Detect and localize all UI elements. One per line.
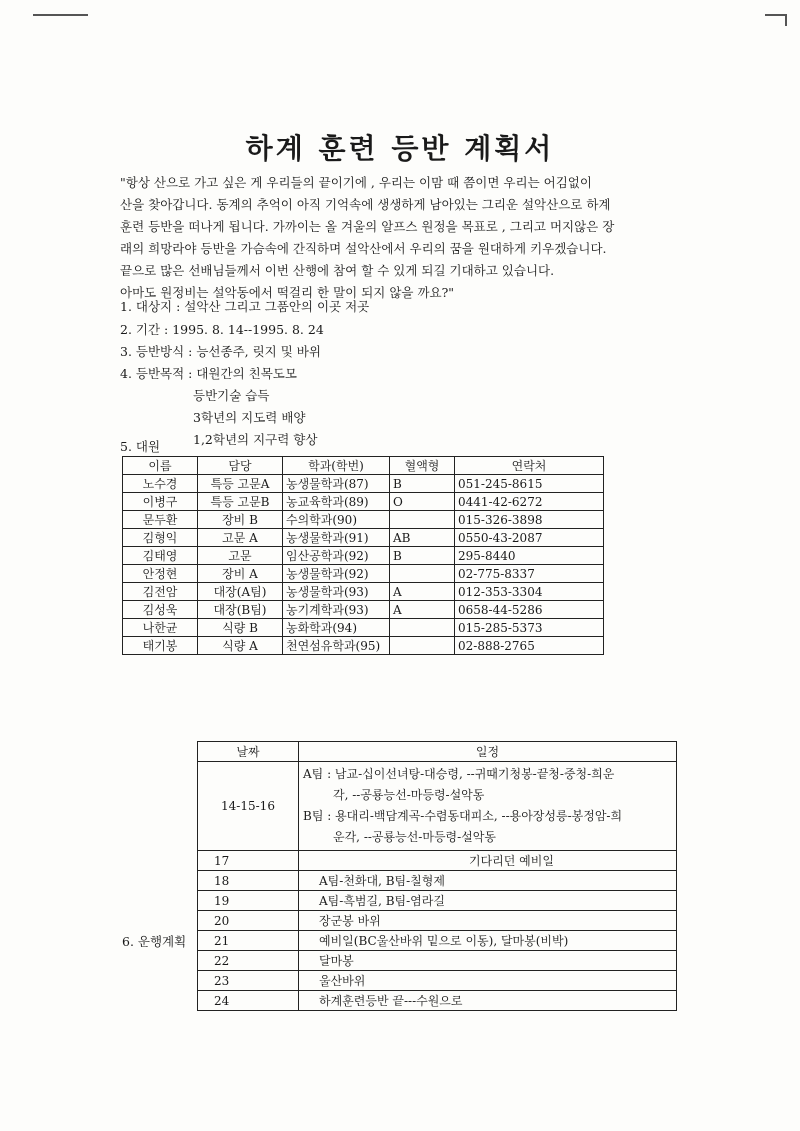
table-header-row (198, 742, 677, 762)
table-cell: 안정현 (123, 565, 198, 583)
page-corner-mark-right (765, 14, 787, 26)
column-header: 연락처 (455, 457, 604, 475)
table-cell: 0441-42-6272 (455, 493, 604, 511)
table-cell: 특등 고문A (198, 475, 283, 493)
table-cell: 농생물학과(91) (283, 529, 390, 547)
table-cell: 식량 B (198, 619, 283, 637)
operation-label: 6. 운행계획 (122, 934, 187, 949)
table-cell: 0550-43-2087 (455, 529, 604, 547)
column-header: 담당 (198, 457, 283, 475)
schedule-plan: A팀-천화대, B팀-칠형제 (299, 871, 677, 891)
table-row (198, 851, 677, 871)
schedule-plan: 기다리던 예비일 (299, 851, 677, 871)
table-cell: 02-888-2765 (455, 637, 604, 655)
table-row (123, 529, 604, 547)
table-cell: 농화학과(94) (283, 619, 390, 637)
table-cell (390, 511, 455, 529)
table-cell: 김태영 (123, 547, 198, 565)
purpose-item: 등반기술 습득 (193, 388, 270, 403)
table-row (123, 637, 604, 655)
item-destination: 1. 대상지 : 설악산 그리고 그품안의 이곳 저곳 (120, 299, 370, 314)
table-row (198, 911, 677, 931)
table-cell: 대장(B팀) (198, 601, 283, 619)
table-row (123, 511, 604, 529)
table-row (198, 971, 677, 991)
table-cell: 015-326-3898 (455, 511, 604, 529)
table-cell: 임산공학과(92) (283, 547, 390, 565)
item-method: 3. 등반방식 : 능선종주, 릿지 및 바위 (120, 344, 321, 359)
intro-paragraph (120, 172, 700, 304)
schedule-date: 17 (198, 851, 299, 871)
table-row (123, 547, 604, 565)
table-cell: 농생물학과(87) (283, 475, 390, 493)
intro-line: 훈련 등반을 떠나게 됩니다. 가까이는 올 겨울의 알프스 원정을 목표로 , 그리고 머지않은 장 (120, 219, 615, 234)
schedule-plan (299, 762, 677, 851)
table-cell: 특등 고문B (198, 493, 283, 511)
table-cell: B (390, 547, 455, 565)
schedule-plan: 예비일(BC울산바위 밑으로 이동), 달마봉(비박) (299, 931, 677, 951)
table-cell: 장비 A (198, 565, 283, 583)
table-cell: 012-353-3304 (455, 583, 604, 601)
table-cell: 051-245-8615 (455, 475, 604, 493)
schedule-date: 22 (198, 951, 299, 971)
table-cell: A (390, 583, 455, 601)
page-corner-mark-left (33, 14, 88, 24)
table-cell: 농생물학과(93) (283, 583, 390, 601)
table-row (198, 931, 677, 951)
table-cell: 015-285-5373 (455, 619, 604, 637)
table-cell: 농기계학과(93) (283, 601, 390, 619)
members-label: 5. 대원 (120, 439, 161, 454)
intro-line: 산을 찾아갑니다. 동계의 추억이 아직 기억속에 생생하게 남아있는 그리운 설악산으로 하계 (120, 197, 611, 212)
column-header: 일정 (299, 742, 677, 762)
table-cell: B (390, 475, 455, 493)
schedule-plan: 울산바위 (299, 971, 677, 991)
table-cell: 천연섬유학과(95) (283, 637, 390, 655)
table-cell: A (390, 601, 455, 619)
schedule-date: 21 (198, 931, 299, 951)
schedule-plan: 장군봉 바위 (299, 911, 677, 931)
plan-line: A팀 : 남교-십이선녀탕-대승령, --귀때기청봉-끝청-중청-희운 (303, 767, 615, 781)
column-header: 혈액형 (390, 457, 455, 475)
table-cell: 노수경 (123, 475, 198, 493)
table-row (198, 891, 677, 911)
column-header: 학과(학번) (283, 457, 390, 475)
page-title: 하계 훈련 등반 계획서 (245, 132, 555, 165)
table-cell: 김형익 (123, 529, 198, 547)
purpose-item: 3학년의 지도력 배양 (193, 410, 306, 425)
table-cell: 장비 B (198, 511, 283, 529)
schedule-date: 24 (198, 991, 299, 1011)
table-row (198, 991, 677, 1011)
purpose-item: 1,2학년의 지구력 향상 (193, 432, 318, 447)
schedule-date: 18 (198, 871, 299, 891)
schedule-plan: 달마봉 (299, 951, 677, 971)
schedule-date: 14-15-16 (198, 762, 299, 851)
members-table (122, 456, 604, 655)
intro-line: 끝으로 많은 선배님들께서 이번 산행에 참여 할 수 있게 되길 기대하고 있습니다. (120, 263, 555, 278)
intro-line: 래의 희망라야 등반을 가슴속에 간직하며 설악산에서 우리의 꿈을 원대하게 키우겠습니다. (120, 241, 607, 256)
schedule-plan: 하계훈련등반 끝---수원으로 (299, 991, 677, 1011)
table-cell: 02-775-8337 (455, 565, 604, 583)
schedule-date: 19 (198, 891, 299, 911)
table-cell: 식량 A (198, 637, 283, 655)
table-cell: 나한균 (123, 619, 198, 637)
table-row (198, 951, 677, 971)
table-cell: 고문 (198, 547, 283, 565)
table-cell: 수의학과(90) (283, 511, 390, 529)
table-row (123, 475, 604, 493)
table-cell (390, 565, 455, 583)
schedule-date: 23 (198, 971, 299, 991)
table-row (198, 871, 677, 891)
intro-line: "항상 산으로 가고 싶은 게 우리들의 끝이기에 , 우리는 이맘 때 쯤이면 우리는 어김없이 (120, 175, 592, 190)
table-row (123, 601, 604, 619)
table-cell: 대장(A팀) (198, 583, 283, 601)
table-cell: 농생물학과(92) (283, 565, 390, 583)
table-row (123, 493, 604, 511)
table-cell: 농교육학과(89) (283, 493, 390, 511)
table-cell: 태기봉 (123, 637, 198, 655)
intro-line: 아마도 원정비는 설악동에서 떡걸리 한 말이 되지 않을 까요?" (120, 285, 455, 300)
column-header: 날짜 (198, 742, 299, 762)
table-cell (390, 619, 455, 637)
table-row (123, 565, 604, 583)
table-cell: 0658-44-5286 (455, 601, 604, 619)
plan-line: 운각, --공룡능선-마등령-설악동 (333, 830, 496, 844)
plan-line: B팀 : 용대리-백담계곡-수렴동대피소, --용아장성릉-봉정암-희 (303, 809, 623, 823)
table-row (123, 619, 604, 637)
table-header-row (123, 457, 604, 475)
table-cell: 295-8440 (455, 547, 604, 565)
table-cell (390, 637, 455, 655)
schedule-date: 20 (198, 911, 299, 931)
table-row (198, 762, 677, 851)
item-period: 2. 기간 : 1995. 8. 14--1995. 8. 24 (120, 322, 324, 337)
table-cell: O (390, 493, 455, 511)
table-row (123, 583, 604, 601)
schedule-plan: A팀-흑범길, B팀-염라길 (299, 891, 677, 911)
schedule-table (197, 741, 677, 1011)
item-purpose: 4. 등반목적 : 대원간의 친목도모 (120, 366, 297, 381)
table-cell: 이병구 (123, 493, 198, 511)
table-cell: 문두환 (123, 511, 198, 529)
table-cell: AB (390, 529, 455, 547)
column-header: 이름 (123, 457, 198, 475)
plan-line: 각, --공룡능선-마등령-설악동 (333, 788, 485, 802)
table-cell: 김전암 (123, 583, 198, 601)
table-cell: 고문 A (198, 529, 283, 547)
table-cell: 김성욱 (123, 601, 198, 619)
